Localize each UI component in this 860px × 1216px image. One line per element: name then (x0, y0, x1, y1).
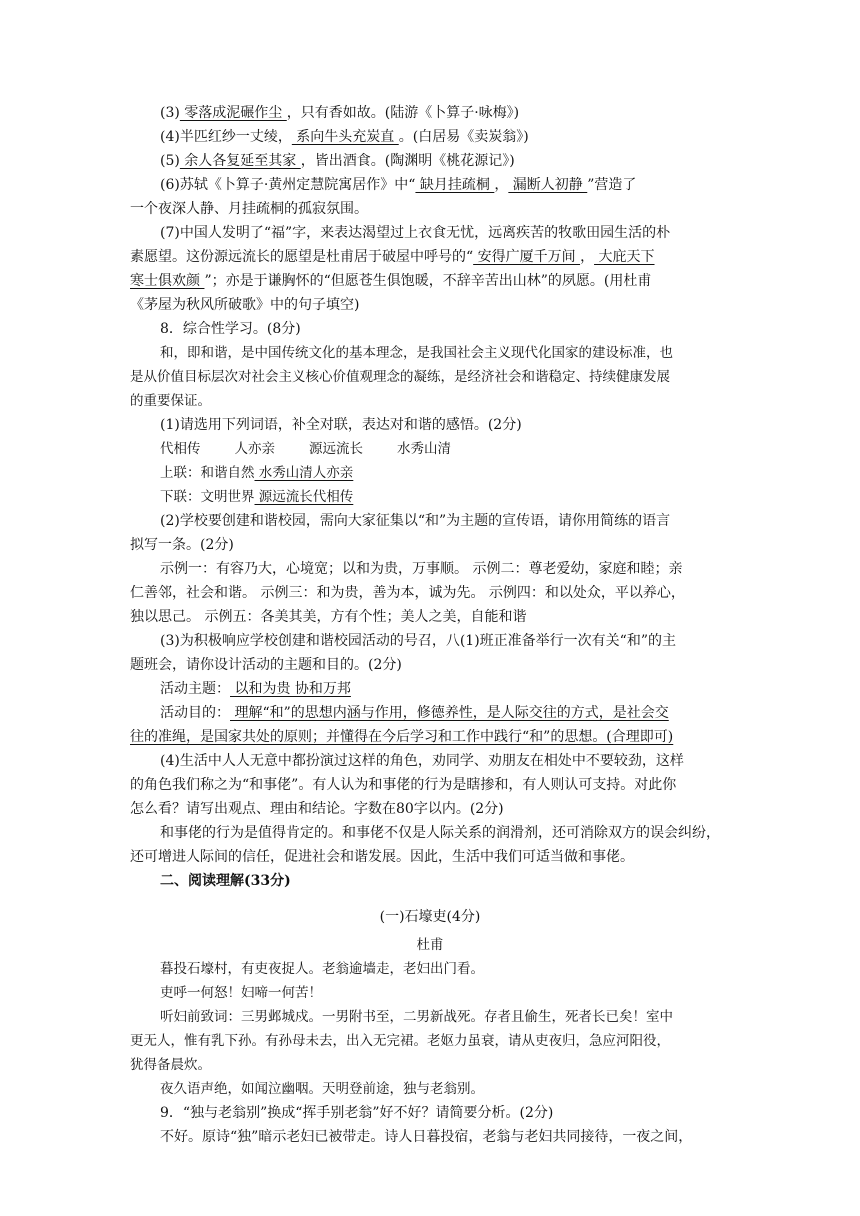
q8-part2-answer-2: 仁善邻，社会和谐。 示例三：和为贵，善为本，诚为先。 示例四：和以处众，平以养心， (130, 585, 685, 601)
answer-blank: 以和为贵 协和万邦 (230, 681, 351, 697)
answer-blank: 零落成泥碾作尘 (179, 105, 287, 121)
poem-title: (一)石壕吏(4分) (379, 909, 481, 925)
answer-blank: 源远流长代相传 (254, 489, 354, 505)
punctuation: ， (580, 249, 595, 265)
item-text: (4)半匹红纱一丈绫， (160, 129, 292, 145)
item-text: ”；亦是于谦胸怀的“但愿苍生俱饱暖，不辞辛苦出山林”的夙愿。(用杜甫 (204, 273, 652, 289)
answer-blank: 缺月挂疏桐 (415, 177, 495, 193)
q7-item-7-line1: (7)中国人发明了“福”字，来表达渴望过上衣食无忧，远离疾苦的牧歌田园生活的朴 (160, 225, 671, 241)
word-option: 源远流长 (309, 441, 363, 457)
q7-item-7-line3 (130, 270, 730, 294)
activity-goal-line2 (130, 726, 730, 750)
poem-line: 暮投石壕村，有吏夜捉人。老翁逾墙走，老妇出门看。 (160, 961, 484, 977)
q8-part4-answer-2: 还可增进人际间的信任，促进社会和谐发展。因此，生活中我们可适当做和事佬。 (130, 849, 634, 865)
answer-blank: 理解“和”的思想内涵与作用，修德养性，是人际交往的方式，是社会交 (230, 705, 669, 721)
q8-intro-1: 和，即和谐，是中国传统文化的基本理念，是我国社会主义现代化国家的建设标准，也 (160, 345, 673, 361)
activity-goal (160, 702, 760, 726)
q8-part2-question-1: (2)学校要创建和谐校园，需向大家征集以“和”为主题的宣传语，请你用简练的语言 (160, 513, 671, 529)
q7-item-3 (160, 102, 760, 126)
q7-item-4 (160, 126, 760, 150)
q7-item-5 (160, 150, 760, 174)
word-option: 代相传 (160, 441, 201, 457)
answer-blank: 寒士俱欢颜 (130, 273, 205, 289)
item-text: 。(白居易《卖炭翁》) (398, 129, 529, 145)
q8-word-list (160, 438, 760, 462)
q8-part4-question-2: 的角色我们称之为“和事佬”。有人认为和事佬的行为是瞎掺和，有人则认可支持。对此你 (130, 777, 677, 793)
q8-part2-answer-1: 示例一：有容乃大，心境宽；以和为贵，万事顺。 示例二：尊老爱幼，家庭和睦；亲 (160, 561, 683, 577)
item-text: (6)苏轼《卜算子·黄州定慧院寓居作》中“ (160, 177, 416, 193)
answer-blank: 大庇天下 (594, 249, 655, 265)
q7-item-7-line2 (130, 246, 730, 270)
word-option: 水秀山清 (397, 441, 451, 457)
poem-line: 听妇前致词：三男邺城戍。一男附书至，二男新战死。存者且偷生，死者长已矣！室中 (160, 1009, 673, 1025)
q8-part3-question-1: (3)为积极响应学校创建和谐校园活动的号召，八(1)班正准备举行一次有关“和”的主 (160, 633, 676, 649)
field-label: 活动主题： (160, 681, 230, 697)
poem-line: 夜久语声绝，如闻泣幽咽。天明登前途，独与老翁别。 (160, 1081, 484, 1097)
q8-intro-2: 是从价值目标层次对社会主义核心价值观理念的凝练，是经济社会和谐稳定、持续健康发展 (130, 369, 670, 385)
answer-blank: 漏断人初静 (508, 177, 588, 193)
q8-part3-question-2: 题班会，请你设计活动的主题和目的。(2分) (130, 657, 402, 673)
section-heading: 二、阅读理解(33分) (160, 873, 291, 889)
couplet-label: 上联：和谐自然 (160, 465, 255, 481)
poem-line: 犹得备晨炊。 (130, 1057, 211, 1073)
q8-part4-question-3: 怎么看？请写出观点、理由和结论。字数在80字以内。(2分) (130, 801, 504, 817)
q9-answer: 不好。原诗“独”暗示老妇已被带走。诗人日暮投宿，老翁与老妇共同接待，一夜之间， (160, 1129, 693, 1145)
q8-part4-question-1: (4)生活中人人无意中都扮演过这样的角色，劝同学、劝朋友在相处中不要较劲，这样 (160, 753, 684, 769)
answer-blank: 往的准绳，是国家共处的原则；并懂得在今后学习和工作中践行“和”的思想。(合理即可) (130, 729, 674, 745)
poem-author: 杜甫 (416, 937, 444, 953)
q8-part2-answer-3: 独以思己。 示例五：各美其美，方有个性；美人之美，自能和谐 (130, 609, 527, 625)
word-option: 人亦亲 (234, 441, 275, 457)
couplet-lower (160, 486, 760, 510)
poem-line: 吏呼一何怒！妇啼一何苦！ (160, 985, 322, 1001)
q8-part4-answer-1: 和事佬的行为是值得肯定的。和事佬不仅是人际关系的润滑剂，还可消除双方的误会纠纷， (160, 825, 720, 841)
answer-blank: 系向牛头充炭直 (291, 129, 399, 145)
q8-title: 8．综合性学习。(8分) (160, 321, 301, 337)
poem-line: 更无人，惟有乳下孙。有孙母未去，出入无完裙。老妪力虽衰，请从吏夜归，急应河阳役， (130, 1033, 670, 1049)
item-text: ，只有香如故。(陆游《卜算子·咏梅》) (286, 105, 520, 121)
answer-blank: 安得广厦千万间 (473, 249, 581, 265)
item-text: 素愿望。这份源远流长的愿望是杜甫居于破屋中呼号的“ (130, 249, 474, 265)
answer-blank: 水秀山清人亦亲 (254, 465, 354, 481)
q8-part2-question-2: 拟写一条。(2分) (130, 537, 234, 553)
item-number: (5) (160, 153, 180, 169)
couplet-label: 下联：文明世界 (160, 489, 255, 505)
punctuation: ， (494, 177, 509, 193)
couplet-upper (160, 462, 760, 486)
item-text: ”营造了 (587, 177, 637, 193)
answer-blank: 余人各复延至其家 (179, 153, 301, 169)
q7-item-7-line4: 《茅屋为秋风所破歌》中的句子填空) (130, 297, 360, 313)
q8-part1-question: (1)请选用下列词语，补全对联，表达对和谐的感悟。(2分) (160, 417, 522, 433)
q8-intro-3: 的重要保证。 (130, 393, 211, 409)
q7-item-6 (160, 174, 760, 198)
q7-item-6-line2: 一个夜深人静、月挂疏桐的孤寂氛围。 (130, 201, 368, 217)
q9-question: 9．“独与老翁别”换成“挥手别老翁”好不好？请简要分析。(2分) (160, 1105, 554, 1121)
item-text: ，皆出酒食。(陶渊明《桃花源记》) (300, 153, 515, 169)
item-number: (3) (160, 105, 180, 121)
field-label: 活动目的： (160, 705, 230, 721)
activity-theme (160, 678, 760, 702)
